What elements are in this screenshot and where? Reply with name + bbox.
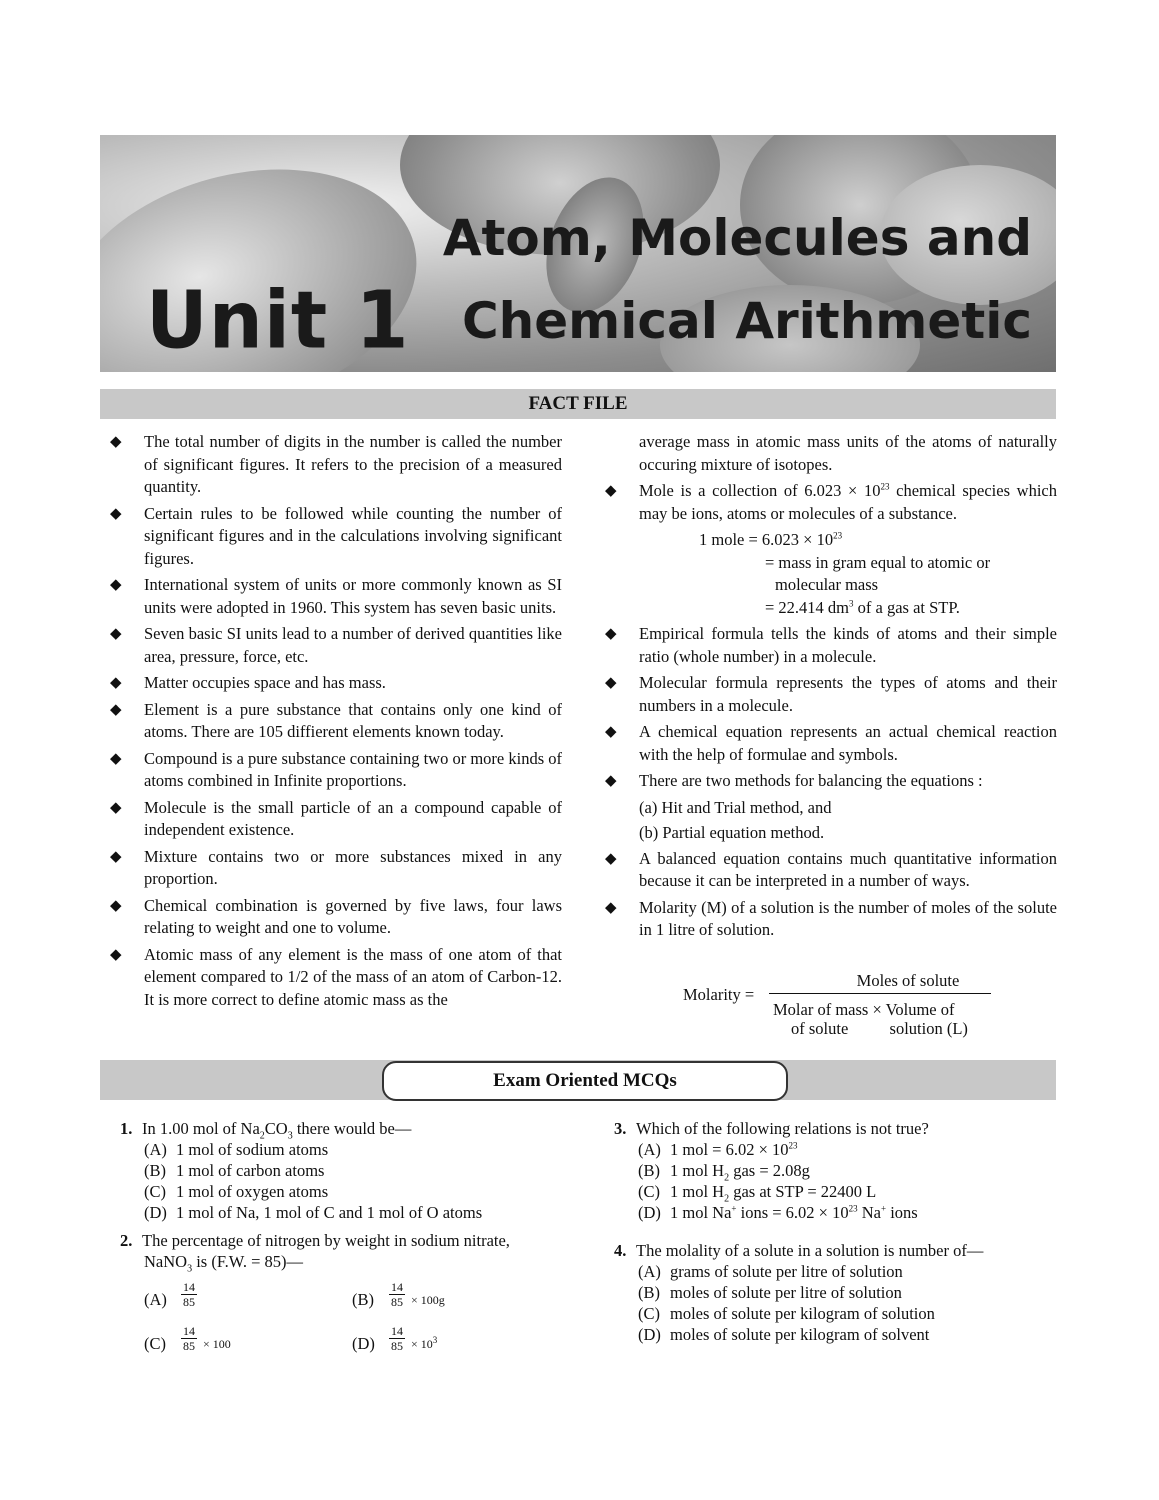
fact-file-right-column: [605, 431, 1057, 946]
fraction-line: [769, 993, 991, 994]
diamond-bullet-icon: ◆: [605, 724, 617, 740]
answer-option: (D) moles of solute per kilogram of solvent: [638, 1325, 930, 1344]
balancing-method: (b) Partial equation method.: [639, 823, 825, 842]
option-suffix: × $10^3$: [411, 1335, 438, 1351]
mcq-heading: Exam Oriented MCQs: [382, 1061, 788, 1101]
fact-item: ◆ Molecule is the small particle of an a compound capable of independent existence.: [110, 797, 562, 839]
answer-row-ab: [144, 1280, 584, 1320]
answer-option: (B) 1 mol $H_2$ gas = 2.08g: [638, 1161, 810, 1184]
diamond-bullet-icon: ◆: [605, 850, 617, 867]
diamond-bullet-icon: ◆: [110, 897, 122, 914]
fact-item-continued: average mass in atomic mass units of the atoms of naturally occuring mixture of isotopes.: [639, 432, 1057, 474]
fact-item: ◆ Molecular formula represents the types of atoms and their numbers in a molecule.: [605, 673, 1057, 715]
answer-option: (A) grams of solute per litre of solution: [638, 1262, 903, 1281]
question-4: [614, 1240, 1054, 1345]
diamond-bullet-icon: ◆: [605, 773, 617, 789]
molarity-denominator-line1: Molar of mass × Volume of: [773, 1000, 955, 1019]
molarity-denominator-line2: of solute solution (L): [791, 1019, 968, 1038]
fraction-14-85: $\frac{14}{85}$: [183, 1324, 195, 1353]
fact-item: ◆ Chemical combination is governed by five laws, four laws relating to weight and one to volume.: [110, 895, 562, 937]
fact-item: ◆ There are two methods for balancing the equations :: [605, 770, 1057, 793]
diamond-bullet-icon: ◆: [110, 946, 122, 963]
answer-option: (B) moles of solute per litre of solution: [638, 1283, 902, 1302]
diamond-bullet-icon: ◆: [110, 799, 122, 816]
diamond-bullet-icon: ◆: [110, 505, 122, 522]
answer-option: (D) 1 mol Na+ ions = $6.02 \times 10^{23}$ Na+ ions: [638, 1203, 918, 1222]
fraction-14-85: $\frac{14}{85}$: [391, 1280, 403, 1309]
option-label: (C): [144, 1334, 166, 1353]
diamond-bullet-icon: ◆: [110, 675, 122, 691]
question-stem: 3. Which of the following relations is not true?: [614, 1119, 929, 1138]
diamond-bullet-icon: ◆: [605, 483, 617, 499]
answer-option: (B) 1 mol of carbon atoms: [144, 1161, 325, 1180]
diamond-bullet-icon: ◆: [110, 577, 122, 593]
fact-item: ◆ Molarity (M) of a solution is the number of moles of the solute in 1 litre of solution.: [605, 897, 1057, 939]
question-stem: 2. The percentage of nitrogen by weight in sodium nitrate,: [120, 1231, 510, 1250]
fact-item-mole: ◆ Mole is a collection of $6.023 \times 10^{23}$ chemical species which may be ions, atoms or molecules of a substance.: [605, 481, 1057, 523]
fact-item: ◆ Matter occupies space and has mass.: [110, 672, 562, 695]
answer-option: (A) 1 mol of sodium atoms: [144, 1140, 329, 1159]
mole-equation-3: = 22.414 $dm^3$ of a gas at STP.: [765, 597, 960, 617]
option-label: (A): [144, 1290, 167, 1309]
answer-option: (A) 1 mol = $6.02 \times 10^{23}$: [638, 1140, 798, 1159]
fact-item: ◆ Empirical formula tells the kinds of atoms and their simple ratio (whole number) in a molecule.: [605, 624, 1057, 666]
fact-item: ◆ A chemical equation represents an actual chemical reaction with the help of formulae and symbols.: [605, 722, 1057, 764]
diamond-bullet-icon: ◆: [110, 626, 122, 642]
diamond-bullet-icon: ◆: [110, 848, 122, 865]
option-label: (B): [352, 1290, 374, 1309]
fact-item: ◆ Atomic mass of any element is the mass of one atom of that element compared to 1/2 of the mass of an atom of Carbon-12. It is more correct to define atomic mass as the: [110, 944, 562, 1009]
question-3: [614, 1118, 1054, 1223]
diamond-bullet-icon: ◆: [605, 899, 617, 916]
mole-equation-1: 1 mole = $6.023 \times 10^{23}$: [699, 530, 843, 549]
diamond-bullet-icon: ◆: [605, 626, 617, 642]
fact-item: ◆ A balanced equation contains much quantitative information because it can be interpreted in a number of ways.: [605, 848, 1057, 890]
diamond-bullet-icon: ◆: [110, 750, 122, 767]
fact-item: ◆ Seven basic SI units lead to a number of derived quantities like area, pressure, force, etc.: [110, 624, 562, 666]
fact-item: ◆ The total number of digits in the number is called the number of significant figures. It refers to the precision of a measured quantity.: [110, 432, 562, 496]
diamond-bullet-icon: ◆: [110, 434, 122, 450]
question-1: [120, 1118, 590, 1223]
mole-equation-2: = mass in gram equal to atomic or: [765, 552, 991, 572]
unit-label: Unit 1: [146, 272, 410, 367]
option-suffix: × 100: [203, 1337, 231, 1351]
fraction-14-85: $\frac{14}{85}$: [391, 1324, 403, 1353]
fact-item: ◆ Element is a pure substance that contains only one kind of atoms. There are 105 diffierent elements known today.: [110, 699, 562, 741]
fact-item: ◆ Certain rules to be followed while counting the number of significant figures and in the calculations involving significant figures.: [110, 503, 562, 568]
fraction-14-85: $\frac{14}{85}$: [183, 1280, 195, 1309]
molarity-formula: [683, 971, 1013, 1051]
fact-file-left-column: [110, 431, 562, 1015]
chapter-title-line2: Chemical Arithmetic: [461, 292, 1032, 350]
answer-option: (C) 1 mol $H_2$ gas at STP = 22400 L: [638, 1182, 877, 1205]
answer-option: (D) 1 mol of Na, 1 mol of C and 1 mol of O atoms: [144, 1203, 483, 1222]
answer-option: (C) 1 mol of oxygen atoms: [144, 1182, 329, 1201]
question-stem: 1. In 1.00 mol of $Na_2CO_3$ there would be—: [120, 1119, 412, 1142]
answer-option: (C) moles of solute per kilogram of solution: [638, 1304, 935, 1323]
fact-item: ◆ Mixture contains two or more substances mixed in any proportion.: [110, 846, 562, 888]
diamond-bullet-icon: ◆: [605, 675, 617, 691]
question-stem: 4. The molality of a solute in a solution is number of—: [614, 1241, 984, 1260]
mole-equations: [605, 529, 1057, 619]
fact-item: ◆ Compound is a pure substance containing two or more kinds of atoms combined in Infinite proportions.: [110, 748, 562, 790]
mole-equation-2b: molecular mass: [775, 575, 879, 594]
fact-file-heading: FACT FILE: [100, 389, 1056, 419]
question-stem-line2: NaNO$_3$ is (F.W. = 85)—: [144, 1252, 304, 1275]
option-label: (D): [352, 1334, 375, 1353]
unit-banner: [100, 135, 1056, 372]
answer-row-cd: [144, 1324, 584, 1364]
question-2: [120, 1230, 580, 1275]
balancing-method: (a) Hit and Trial method, and: [639, 797, 832, 817]
molarity-lhs: Molarity =: [683, 985, 755, 1004]
molarity-numerator: Moles of solute: [856, 971, 960, 990]
option-suffix: × 100g: [411, 1293, 445, 1307]
fact-item: ◆ International system of units or more commonly known as SI units were adopted in 1960. This system has seven basic units.: [110, 575, 562, 617]
diamond-bullet-icon: ◆: [110, 701, 122, 718]
chapter-title-line1: Atom, Molecules and: [442, 209, 1032, 267]
